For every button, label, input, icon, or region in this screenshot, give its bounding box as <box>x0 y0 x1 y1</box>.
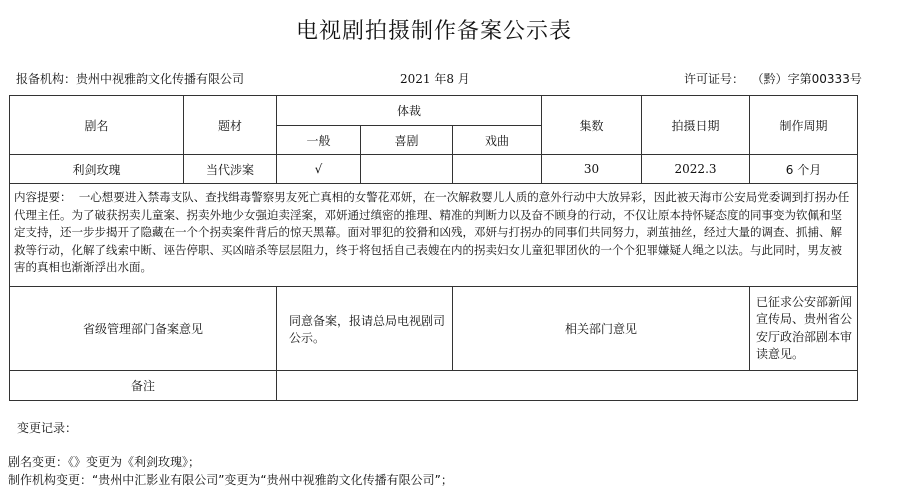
header-name: 剧名 <box>10 96 184 155</box>
header-period: 制作周期 <box>750 96 858 155</box>
provincial-opinion: 同意备案，报请总局电视剧司公示。 <box>277 287 453 371</box>
page-title: 电视剧拍摄制作备案公示表 <box>295 19 572 44</box>
content-label: 内容提要： <box>14 190 72 204</box>
org-label: 报备机构： <box>16 72 77 86</box>
license-value: （黔）字第00333号 <box>751 72 862 86</box>
header-shoot-date: 拍摄日期 <box>642 96 750 155</box>
content-text: 一心想要进入禁毒支队、查找缉毒警察男友死亡真相的女警花邓妍，在一次解救婴儿人质的意外行动中大放异彩，因此被天海市公安局党委调到打拐办任代理主任。为了破获拐卖儿童案、拐卖外地少女强迫卖淫案，邓妍通过缜密的推理、精准的判断力以及奋不顾身的行动，不仅让原本持怀疑态度的同事变为钦佩和坚定支持，还一步步揭开了隐藏在一个个拐卖案件背后的惊天黑幕。面对罪犯的狡猾和凶残，邓妍与打拐办的同事们共同努力，剥茧抽丝，经过大量的调查、抓捕、解救等行动，化解了线索中断、诬告停职、买凶暗杀等层层阻力，终于将包括自己表嫂在内的拐卖妇女儿童犯罪团伙的一个个犯罪嫌疑人绳之以法。与此同时，男友被害的真相也渐渐浮出水面。 <box>14 190 850 274</box>
change-item: 制作机构变更：“贵州中汇影业有限公司”变更为“贵州中视雅韵文化传播有限公司”； <box>8 473 453 487</box>
cell-period: 6 个月 <box>750 155 858 184</box>
cell-comedy <box>361 155 453 184</box>
header-subject: 题材 <box>184 96 277 155</box>
remark-label: 备注 <box>10 371 277 401</box>
change-item: 剧名变更：《》变更为《利剑玫瑰》； <box>8 455 201 469</box>
cell-episodes: 30 <box>542 155 642 184</box>
cell-subject: 当代涉案 <box>184 155 277 184</box>
license-field <box>684 70 862 87</box>
header-episodes: 集数 <box>542 96 642 155</box>
cell-general: √ <box>277 155 361 184</box>
other-label: 相关部门意见 <box>453 287 750 371</box>
filing-date: 2021 年8 月 <box>400 72 470 86</box>
cell-name: 利剑玫瑰 <box>10 155 184 184</box>
other-opinion: 已征求公安部新闻宣传局、贵州省公安厅政治部剧本审读意见。 <box>750 287 858 371</box>
remark-value <box>277 371 858 401</box>
org-field <box>16 70 244 87</box>
header-comedy: 喜剧 <box>361 126 453 155</box>
license-label: 许可证号： <box>684 72 745 86</box>
change-log-label: 变更记录： <box>17 421 78 435</box>
org-value: 贵州中视雅韵文化传播有限公司 <box>76 72 245 86</box>
header-general: 一般 <box>277 126 361 155</box>
cell-opera <box>453 155 542 184</box>
header-genre: 体裁 <box>277 96 542 126</box>
content-summary <box>10 184 858 287</box>
header-opera: 戏曲 <box>453 126 542 155</box>
cell-shoot-date: 2022.3 <box>642 155 750 184</box>
provincial-label: 省级管理部门备案意见 <box>10 287 277 371</box>
filing-table <box>9 95 858 401</box>
